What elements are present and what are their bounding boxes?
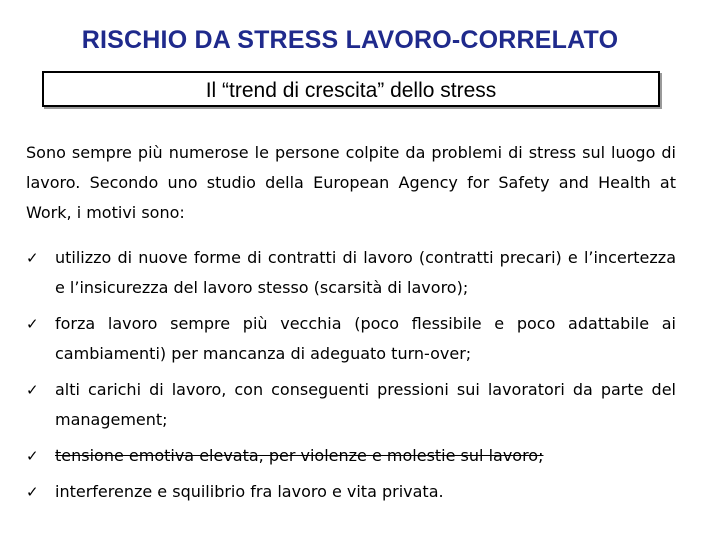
checkmark-icon: ✓	[26, 483, 39, 501]
bullet-text: utilizzo di nuove forme di contratti di lavoro (contratti precari) e l’incertezza e l’insicurezza del lavoro stesso (scarsità di lavoro);	[55, 248, 676, 297]
intro-paragraph: Sono sempre più numerose le persone colpite da problemi di stress sul luogo di lavoro. Secondo uno studio della European Agency for Safety and Health at Work, i motivi sono:	[26, 143, 676, 222]
bullet-text: alti carichi di lavoro, con conseguenti pressioni sui lavoratori da parte del management;	[55, 380, 676, 429]
slide-title: RISCHIO DA STRESS LAVORO-CORRELATO	[81, 26, 619, 54]
subtitle-box	[42, 71, 660, 107]
checkmark-icon: ✓	[26, 447, 39, 465]
list-item	[26, 243, 676, 303]
bullet-text: interferenze e squilibrio fra lavoro e vita privata.	[55, 482, 444, 501]
list-item	[26, 441, 676, 471]
bullet-text: forza lavoro sempre più vecchia (poco flessibile e poco adattabile ai cambiamenti) per mancanza di adeguato turn-over;	[55, 314, 676, 363]
checkmark-icon: ✓	[26, 381, 39, 399]
list-item	[26, 309, 676, 369]
list-item	[26, 375, 676, 435]
subtitle-text: Il “trend di crescita” dello stress	[205, 79, 497, 102]
bullet-list	[26, 243, 676, 513]
list-item	[26, 477, 676, 507]
checkmark-icon: ✓	[26, 249, 39, 267]
bullet-text: tensione emotiva elevata, per violenze e molestie sul lavoro;	[55, 446, 544, 465]
checkmark-icon: ✓	[26, 315, 39, 333]
